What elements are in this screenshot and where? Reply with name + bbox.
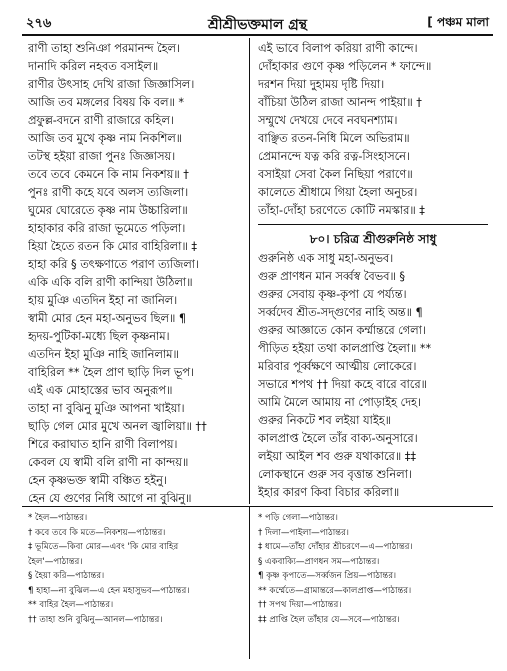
verse-line: এই ভাবে বিলাপ করিয়া রাণী কান্দে। (258, 42, 418, 55)
verse-line: রাণী তাহা শুনিঞা পরমানন্দ হৈল। (28, 42, 180, 55)
verse-line: আজি তব মুখে কৃষ্ণ নাম নিকশিল॥ (28, 132, 183, 145)
verse-line: গুরুর নিকটে শব লইয়া যাইহ॥ (258, 414, 392, 427)
verse-line: বাঁচিয়া উঠিল রাজা আনন্দ পাইয়া॥ † (258, 96, 422, 109)
verse-line: কালপ্রাপ্ত হৈলে তাঁর বাক্য-অনুসারে। (258, 432, 418, 445)
footnote: ‡ ভূমিতে—কিবা মোর—এবং 'কি মোর বাহির (28, 542, 179, 552)
running-title: শ্রীশ্রীভক্তমাল গ্রন্থ (207, 17, 308, 33)
column-divider (249, 38, 250, 504)
verse-line: হাহাকার করি রাজা ভূমেতে পড়িলা। (28, 222, 186, 235)
verse-line: হেন যে গুণের নিধি আগে না বুঝিনু॥ (28, 492, 192, 505)
verse-line: পুনঃ রাণী কহে যবে অলস ত্যজিলা। (28, 186, 189, 199)
verse-line: গুরুর আজ্ঞাতে কোন কর্ম্মান্তরে গেলা। (258, 324, 426, 337)
footnote: * পড়ি গেলা—পাঠান্তর। (258, 513, 338, 523)
footnote: ¶ হাহা—না বুঝিল—এ হেন মহাসুভব—পাঠান্তর। (28, 585, 190, 596)
footnote: ‡ ধামে—তাঁহা দোঁহার শ্রীচরণে—এ—পাঠান্তর। (258, 542, 413, 552)
verse-line: দোঁহাকার গুণে কৃষ্ণ পড়িলেন * ফান্দে॥ (258, 60, 432, 73)
right-column (258, 40, 488, 502)
verse-line: মরিবার পূর্ব্বক্ষণে আত্মীয় লোকেরে। (258, 360, 417, 373)
footnotes-left (28, 511, 243, 627)
footnote: § একবাক্যি—প্রাণধন সম—পাঠান্তর। (258, 556, 380, 567)
footnote: †† তাহা শুনি বুঝিনু—আনল—পাঠান্তর। (28, 614, 163, 625)
footnote: † দিলা—পাইলা—পাঠান্তর। (258, 527, 349, 538)
verse-line: ইহার কারণ কিবা বিচার করিলা॥ (258, 486, 400, 499)
chapter-title: ৮০। চরিত্র শ্রীগুরুনিষ্ঠ সাধু (309, 232, 437, 246)
verse-line: এতদিন ইহা মুঞি নাহি জানিলাম॥ (28, 348, 179, 361)
verse-line: বসাইয়া সেবা কৈল নিছিয়া পরাণে॥ (258, 168, 413, 181)
verse-line: সভারে শপথ †† দিয়া কহে বারে বারে॥ (258, 378, 427, 391)
footnote: ** বাহির হৈল—পাঠান্তর। (28, 600, 114, 610)
verse-line: হাহা করি § তৎক্ষণাতে পরাণ ত্যজিলা। (28, 258, 199, 271)
footnote: †† সপথ দিয়া—পাঠান্তর। (258, 600, 342, 610)
verse-line: আজি তব মঙ্গলের বিষয় কি বল॥ * (28, 96, 185, 109)
verse-line: হায় মুঞি এতদিন ইহা না জানিল। (28, 294, 178, 307)
verse-line: গুরুর সেবায় কৃষ্ণ-কৃপা যে পর্য্যন্ত। (258, 288, 407, 301)
section-label: [ পঞ্চম মালা (427, 15, 489, 29)
verse-line: পীড়িত হইয়া তথা কালপ্রাপ্তি হৈলা॥ ** (258, 342, 432, 355)
footnote: † কবে তবে কি মতে—নিকশয়—পাঠান্তর। (28, 527, 166, 538)
footnote-rule (22, 506, 493, 507)
verse-line: লোকস্থানে গুরু সব বৃত্তান্ত শুনিলা। (258, 468, 412, 481)
verse-line: কালেতে শ্রীধামে গিয়া হৈলা অনুচর। (258, 186, 418, 199)
verse-line: রাণীর উৎসাহ দেখি রাজা জিজ্ঞাসিল। (28, 78, 195, 91)
verse-line: কেবল যে স্বামী বলি রাণী না কান্দয়॥ (28, 456, 189, 469)
footnote: ** কর্ম্মেতে—গ্রামান্তরে—কালপ্রাপ্ত—পাঠান্তর। (258, 585, 412, 596)
left-column (28, 40, 243, 508)
verse-line: ঘুমের ঘোরেতে কৃষ্ণ নাম উচ্চারিলা॥ (28, 204, 188, 217)
chapter-rule (258, 224, 488, 225)
right-column-bottom (258, 250, 488, 502)
footnote: * হৈল—পাঠান্তর। (28, 513, 88, 523)
verse-line: সর্ব্বদেব শ্রীত-সদ্গুণের নাহি অন্ত॥ ¶ (258, 306, 423, 319)
footnote-divider (249, 507, 250, 659)
verse-line: তবে তবে কেমনে কি নাম নিকশয়॥ † (28, 168, 189, 181)
verse-line: তাঁহা-দোঁহা চরণেতে কোটি নমস্কার॥ ‡ (258, 204, 425, 217)
verse-line: বাহিরিল ** হৈল প্রাণ ছাড়ি দিল ভূপ। (28, 366, 195, 379)
verse-line: বাঞ্ছিত রতন-নিধি মিলে অভিরাম॥ (258, 132, 410, 145)
verse-line: সম্মুখে দেখয়ে দেবে নবঘনশ্যাম। (258, 114, 398, 127)
verse-line: শিরে করাঘাত হানি রাণী বিলাপয়। (28, 438, 178, 451)
header-rule (22, 34, 493, 36)
verse-line: দানাদি করিল নহবত বসাইল॥ (28, 60, 159, 73)
verse-line: এই এক মোহাস্তের ভাব অনুরূপ॥ (28, 384, 173, 397)
right-column-top (258, 40, 488, 220)
verse-line: প্রফুল্ল-বদনে রাণী রাজারে কহিল। (28, 114, 174, 127)
verse-line: প্রেমানন্দে যত্ন করি রত্ন-সিংহাসনে। (258, 150, 410, 163)
verse-line: হিয়া হৈতে রতন কি মোর বাহিরিলা॥ ‡ (28, 240, 197, 253)
verse-line: তাহা না বুঝিনু মুঞি আপনা খাইয়া। (28, 402, 185, 415)
verse-line: দরশন দিয়া দুহাময় দৃষ্টি দিয়া। (258, 78, 385, 91)
verse-line: হেন কৃষ্ণভক্ত স্বামী বঞ্চিত হইনু। (28, 474, 167, 487)
verse-line: একি একি বলি রাণী কান্দিয়া উঠিলা॥ (28, 276, 193, 289)
footnotes-right (258, 511, 488, 627)
footnote: ¶ কৃষ্ণ কৃপাতে—সর্ব্বজন প্রিয়—পাঠান্তর। (258, 571, 397, 581)
verse-line: লইয়া আইল শব গুরু যথাকারে॥ ‡‡ (258, 450, 417, 463)
verse-line: গুরু প্রাণধন মান সর্ব্বস্ব বৈভব॥ § (258, 270, 406, 283)
verse-line: হৃদয়-পুটিকা-মধ্যে ছিল কৃষ্ণনাম। (28, 330, 170, 343)
footnote: ‡‡ প্রাপ্তি হৈল তাঁহার যে—সবে—পাঠান্তর। (258, 614, 400, 625)
verse-line: তটস্থ হইয়া রাজা পুনঃ জিজ্ঞাসয়। (28, 150, 176, 163)
footnote: হৈল'—পাঠান্তর। (28, 556, 83, 567)
page-number: ২৭৬ (26, 16, 52, 31)
page-header (26, 12, 489, 34)
verse-line: স্বামী মোর হেন মহা-অনুভব ছিল॥ ¶ (28, 312, 187, 325)
verse-line: গুরুনিষ্ঠ এক সাধু মহা-অনুভব। (258, 252, 394, 265)
verse-line: আমি মৈলে আমায় না পোড়াইহ দেহ। (258, 396, 422, 409)
footnote: § হৈয়া করি—পাঠান্তর। (28, 571, 105, 581)
verse-line: ছাড়ি গেল মোর মুখে অনল জ্বালিয়া॥ †† (28, 420, 207, 433)
